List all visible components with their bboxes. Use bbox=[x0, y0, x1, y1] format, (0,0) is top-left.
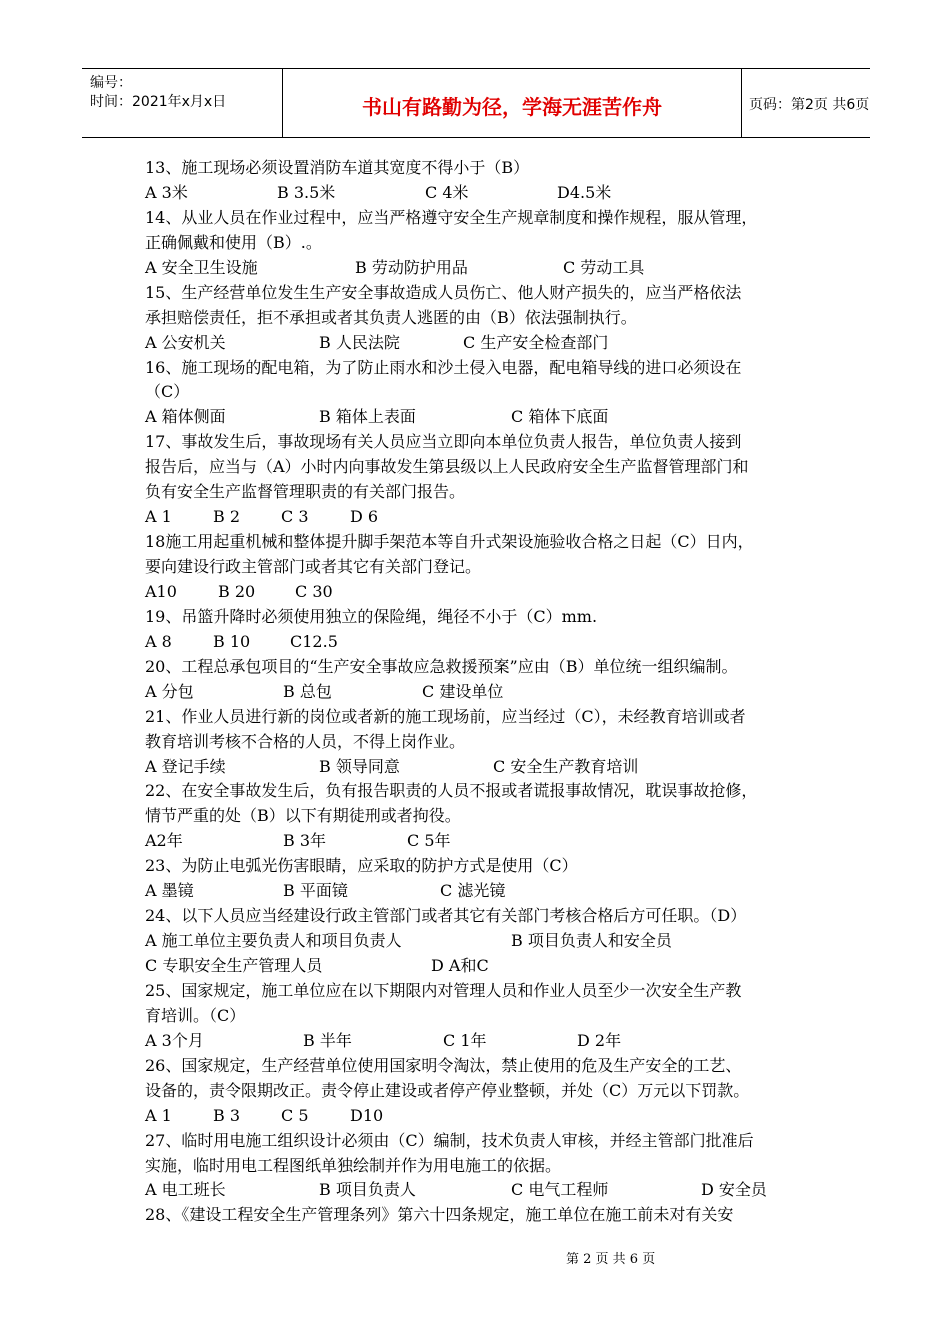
document-date-label: 时间：2021年x月x日 bbox=[90, 94, 227, 110]
header-page-cell bbox=[741, 69, 870, 137]
text-line: 22、在安全事故发生后，负有报告职责的人员不报或者谎报事故情况，耽误事故抢修， bbox=[145, 781, 758, 801]
answer-option: C 滤光镜 bbox=[440, 881, 506, 901]
options-line bbox=[145, 405, 825, 430]
text-line: 15、生产经营单位发生生产安全事故造成人员伤亡、他人财产损失的，应当严格依法 bbox=[145, 282, 742, 302]
answer-option: B 半年 bbox=[303, 1030, 352, 1050]
text-line: 21、作业人员进行新的岗位或者新的施工现场前，应当经过（C），未经教育培训或者 bbox=[145, 706, 746, 726]
options-line bbox=[145, 630, 825, 655]
options-line bbox=[145, 829, 825, 854]
answer-option: D10 bbox=[350, 1105, 384, 1125]
answer-option: D 2年 bbox=[577, 1030, 622, 1050]
options-line bbox=[145, 181, 825, 206]
text-line: 要向建设行政主管部门或者其它有关部门登记。 bbox=[145, 557, 482, 576]
answer-option: B 项目负责人和安全员 bbox=[511, 931, 672, 951]
answer-option: C 4米 bbox=[425, 182, 469, 202]
footer-page-number: 第 2 页 共 6 页 bbox=[566, 1252, 656, 1267]
answer-option: B 平面镜 bbox=[283, 881, 348, 901]
options-line bbox=[145, 1104, 825, 1129]
text-line: 情节严重的处（B）以下有期徒刑或者拘役。 bbox=[145, 806, 461, 826]
text-line: 25、国家规定，施工单位应在以下期限内对管理人员和作业人员至少一次安全生产教 bbox=[145, 980, 742, 1000]
text-line: 26、国家规定，生产经营单位使用国家明令淘汰，禁止使用的危及生产安全的工艺、 bbox=[145, 1055, 742, 1075]
document-number-label: 编号： bbox=[90, 75, 132, 91]
answer-option: B 2 bbox=[213, 507, 241, 527]
text-line: 16、施工现场的配电箱，为了防止雨水和沙土侵入电器，配电箱导线的进口必须设在 bbox=[145, 357, 742, 377]
text-line: 28、《建设工程安全生产管理条列》第六十四条规定，施工单位在施工前未对有关安 bbox=[145, 1205, 734, 1225]
text-line: 17、事故发生后，事故现场有关人员应当立即向本单位负责人报告，单位负责人接到 bbox=[145, 432, 742, 452]
answer-option: C 5 bbox=[281, 1105, 309, 1125]
answer-option: B 领导同意 bbox=[319, 756, 400, 776]
options-line bbox=[145, 331, 825, 356]
text-line: 育培训。（C） bbox=[145, 1005, 246, 1025]
options-line bbox=[145, 505, 825, 530]
answer-option: C 建设单位 bbox=[422, 681, 504, 701]
text-line: 教育培训考核不合格的人员，不得上岗作业。 bbox=[145, 731, 466, 751]
answer-option: C 生产安全检查部门 bbox=[463, 332, 609, 352]
answer-option: A 箱体侧面 bbox=[145, 407, 226, 427]
answer-option: C 5年 bbox=[407, 831, 451, 851]
answer-option: A 3个月 bbox=[145, 1030, 204, 1050]
document-body bbox=[145, 156, 825, 1228]
answer-option: B 劳动防护用品 bbox=[355, 257, 468, 277]
answer-option: D A和C bbox=[431, 956, 489, 975]
answer-option: B 总包 bbox=[283, 681, 332, 701]
answer-option: C 电气工程师 bbox=[511, 1180, 609, 1200]
answer-option: B 项目负责人 bbox=[319, 1180, 416, 1200]
options-line bbox=[145, 879, 825, 904]
text-line: 14、从业人员在作业过程中，应当严格遵守安全生产规章制度和操作规程，服从管理， bbox=[145, 207, 758, 227]
options-line bbox=[145, 1178, 825, 1203]
text-line: 13、施工现场必须设置消防车道其宽度不得小于（B） bbox=[145, 158, 530, 177]
answer-option: B 3 bbox=[213, 1105, 241, 1125]
page-header bbox=[82, 68, 870, 138]
answer-option: C12.5 bbox=[290, 631, 338, 651]
answer-option: C 30 bbox=[295, 581, 333, 601]
answer-option: A 8 bbox=[145, 631, 172, 651]
text-line: 负有安全生产监督管理职责的有关部门报告。 bbox=[145, 482, 466, 502]
text-line: 报告后，应当与（A）小时内向事故发生第县级以上人民政府安全生产监督管理部门和 bbox=[145, 457, 749, 477]
answer-option: C 1年 bbox=[443, 1030, 487, 1050]
text-line: 承担赔偿责任，拒不承担或者其负责人逃匿的由（B）依法强制执行。 bbox=[145, 307, 637, 327]
text-line: 实施，临时用电工程图纸单独绘制并作为用电施工的依据。 bbox=[145, 1155, 562, 1175]
options-line bbox=[145, 954, 825, 979]
options-line bbox=[145, 580, 825, 605]
header-page-number: 页码：第2页 共6页 bbox=[749, 97, 870, 113]
text-line: 18施工用起重机械和整体提升脚手架范本等自升式架设施验收合格之日起（C）日内， bbox=[145, 532, 754, 552]
text-line: （C） bbox=[145, 382, 190, 402]
answer-option: B 3年 bbox=[283, 831, 327, 851]
answer-option: A 登记手续 bbox=[145, 756, 226, 776]
header-info-cell bbox=[82, 69, 282, 137]
answer-option: C 安全生产教育培训 bbox=[493, 756, 639, 776]
answer-option: B 10 bbox=[213, 631, 251, 651]
answer-option: A10 bbox=[145, 581, 177, 601]
answer-option: A 公安机关 bbox=[145, 332, 226, 352]
answer-option: A 电工班长 bbox=[145, 1180, 226, 1200]
answer-option: A 1 bbox=[145, 507, 172, 527]
text-line: 27、临时用电施工组织设计必须由（C）编制，技术负责人审核，并经主管部门批准后 bbox=[145, 1130, 754, 1150]
options-line bbox=[145, 755, 825, 780]
answer-option: A 3米 bbox=[145, 182, 188, 202]
text-line: 正确佩戴和使用（B）.。 bbox=[145, 232, 322, 252]
answer-option: A 安全卫生设施 bbox=[145, 257, 258, 277]
answer-option: A 施工单位主要负责人和项目负责人 bbox=[145, 931, 402, 951]
answer-option: D 6 bbox=[350, 507, 379, 527]
text-line: 设备的，责令限期改正。责令停止建设或者停产停业整顿，并处（C）万元以下罚款。 bbox=[145, 1080, 750, 1100]
options-line bbox=[145, 1029, 825, 1054]
text-line: 19、吊篮升降时必须使用独立的保险绳，绳径不小于（C）mm. bbox=[145, 606, 598, 626]
options-line bbox=[145, 929, 825, 954]
text-line: 20、工程总承包项目的“生产安全事故应急救援预案”应由（B）单位统一组织编制。 bbox=[145, 656, 738, 676]
options-line bbox=[145, 256, 825, 281]
text-line: 23、为防止电弧光伤害眼睛，应采取的防护方式是使用（C） bbox=[145, 856, 578, 876]
answer-option: B 箱体上表面 bbox=[319, 407, 416, 427]
answer-option: C 专职安全生产管理人员 bbox=[145, 956, 323, 975]
answer-option: A 墨镜 bbox=[145, 881, 194, 901]
answer-option: B 3.5米 bbox=[277, 182, 336, 202]
answer-option: A 1 bbox=[145, 1105, 172, 1125]
header-motto-cell bbox=[282, 69, 742, 137]
answer-option: B 20 bbox=[218, 581, 256, 601]
answer-option: D4.5米 bbox=[557, 182, 612, 202]
text-line: 24、以下人员应当经建设行政主管部门或者其它有关部门考核合格后方可任职。（D） bbox=[145, 906, 747, 926]
answer-option: D 安全员 bbox=[701, 1180, 767, 1200]
header-motto: 书山有路勤为径，学海无涯苦作舟 bbox=[362, 95, 662, 119]
answer-option: C 3 bbox=[281, 507, 309, 527]
answer-option: C 劳动工具 bbox=[563, 257, 645, 277]
answer-option: A2年 bbox=[145, 831, 183, 851]
answer-option: C 箱体下底面 bbox=[511, 407, 609, 427]
answer-option: A 分包 bbox=[145, 681, 194, 701]
options-line bbox=[145, 680, 825, 705]
answer-option: B 人民法院 bbox=[319, 332, 400, 352]
